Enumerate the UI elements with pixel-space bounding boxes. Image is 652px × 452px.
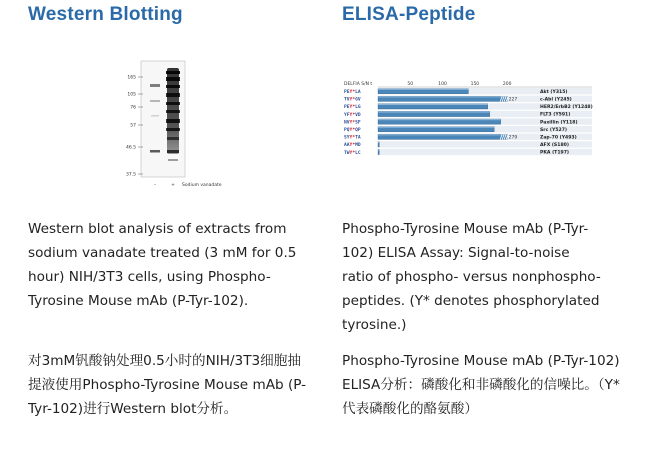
peptide-sequence: TVY*GV [344,97,361,103]
elisa-chart [342,78,602,162]
elisa-bar-highlight [378,127,494,128]
elisa-bar-highlight [378,142,379,143]
elisa-bar-highlight [378,149,379,150]
western-blot-image [114,55,234,195]
elisa-bar-highlight [378,96,507,97]
x-tick-label: 100 [438,82,447,87]
peptide-sequence: PQY*QP [344,128,361,133]
target-label: AFX (S180) [540,143,569,149]
bar-value-label: 279 [508,135,518,141]
peptide-sequence: YFY*VD [344,112,361,118]
target-label: Paxillin (Y118) [540,120,578,126]
lane-vanadate [166,68,180,161]
western-blot-svg [114,55,234,195]
elisa-description-en: Phospho-Tyrosine Mouse mAb (P-Tyr-102) ELISA Assay: Signal-to-noise ratio of phospho- versus nonphospho-peptides. (Y* denotes phosphorylated tyrosine.) [342,221,601,333]
x-tick-label: 200 [502,82,512,87]
elisa-bar-highlight [378,111,490,112]
elisa-chart-svg [342,78,602,162]
mw-marker-label: 57 [130,123,136,129]
target-label: PKA (T197) [540,150,570,156]
mw-marker-label: 76 [130,105,136,111]
western-blotting-heading: Western Blotting [28,4,183,25]
bar-value-label: 227 [508,97,518,103]
target-label: Src (Y527) [540,127,568,133]
treatment-label: Sodium vanadate [182,183,222,188]
mw-marker-label: 165 [127,75,136,81]
x-tick-label: 150 [470,82,480,87]
western-blot-description-en: Western blot analysis of extracts from sodium vanadate treated (3 mM for 0.5 hour) NIH/3T3 cells, using Phospho-Tyrosine Mouse mAb (P-Tyr-102). [28,221,297,309]
mw-marker-label: 46.5 [125,145,136,151]
target-label: Akt (Y315) [540,89,568,95]
peptide-sequence: PEY*LG [344,105,361,111]
western-blot-description-zh: 对3mM钒酸钠处理0.5小时的NIH/3T3细胞抽提液使用Phospho-Tyrosine Mouse mAb (P-Tyr-102)进行Western blot分析。 [28,353,307,417]
elisa-bar-highlight [378,104,488,105]
elisa-peptide-heading: ELISA-Peptide [342,4,476,25]
x-tick-label: 50 [407,82,414,87]
peptide-sequence: NVY*SF [344,120,361,126]
target-label: c-Abl (Y245) [540,97,572,103]
target-label: FLT3 (Y591) [540,112,571,118]
lane-label-vanadate: + [171,183,175,188]
elisa-bar-highlight [378,89,468,90]
elisa-bar-highlight [378,134,507,135]
peptide-sequence: AAY*MD [344,143,361,149]
elisa-bar-highlight [378,119,501,120]
mw-marker-label: 105 [127,92,136,98]
lane-label-untreated: – [153,183,157,188]
peptide-sequence: SYY*TA [344,135,361,141]
peptide-sequence: TWY*LC [344,150,361,156]
chart-column-header: DELFIA S/N t [344,82,373,87]
mw-marker-label: 37.5 [125,172,136,178]
peptide-sequence: PEY*LA [344,90,361,95]
elisa-description-zh: Phospho-Tyrosine Mouse mAb (P-Tyr-102) ELISA分析：磷酸化和非磷酸化的信噪比。（Y* 代表磷酸化的酪氨酸） [342,353,620,417]
target-label: HER2/ErbB2 (Y1248) [540,105,593,111]
target-label: Zap-70 (Y493) [540,135,577,141]
marker-labels [126,75,136,178]
